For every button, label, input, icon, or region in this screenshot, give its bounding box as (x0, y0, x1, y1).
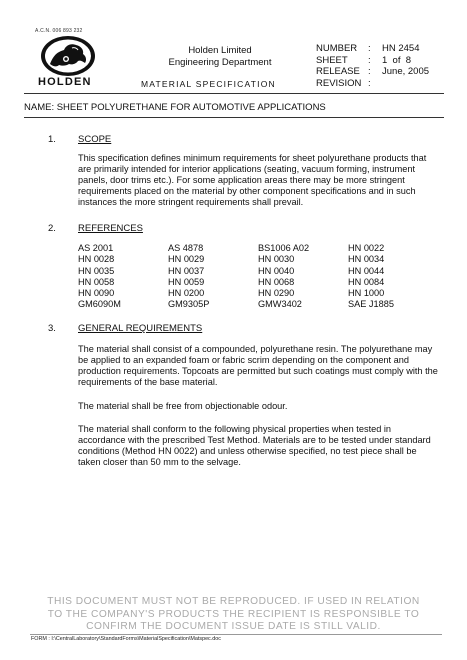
reference-item: HN 0030 (258, 254, 295, 265)
reference-item: GM9305P (168, 299, 210, 310)
reference-item: HN 0058 (78, 276, 115, 287)
acn-number: A.C.N. 006 893 232 (35, 28, 83, 34)
meta-colon: : (368, 66, 371, 77)
meta-label: NUMBER (316, 43, 358, 54)
reference-item: HN 0035 (78, 265, 115, 276)
reproduction-notice (0, 596, 467, 634)
header-divider (24, 93, 444, 94)
section-number: 2. (48, 223, 56, 234)
references-row (78, 277, 438, 288)
reference-item: HN 0200 (168, 288, 205, 299)
section-title-scope: SCOPE (78, 134, 112, 145)
meta-colon: : (368, 43, 371, 54)
reference-item: GMW3402 (258, 299, 302, 310)
meta-value: HN 2454 (382, 43, 420, 54)
meta-sheet-row (316, 55, 429, 67)
form-path: FORM : I:\CentralLaboratory\StandardForms\MaterialSpecification\Matspec.doc (31, 636, 221, 642)
references-row (78, 299, 438, 310)
meta-revision-row (316, 78, 429, 90)
department-name: Engineering Department (168, 57, 272, 68)
meta-label: SHEET (316, 54, 348, 66)
reference-item: HN 0090 (78, 288, 115, 299)
reference-item: HN 0029 (168, 254, 205, 265)
notice-line: CONFIRM THE DOCUMENT ISSUE DATE IS STILL VALID. (86, 621, 381, 632)
section-number: 1. (48, 134, 56, 145)
reference-item: AS 2001 (78, 243, 114, 253)
meta-value: June, 2005 (382, 66, 430, 77)
meta-label: RELEASE (316, 66, 360, 77)
reference-item: GM6090M (78, 299, 121, 310)
section-title-general-requirements: GENERAL REQUIREMENTS (78, 323, 203, 334)
document-name: NAME: SHEET POLYURETHANE FOR AUTOMOTIVE APPLICATIONS (24, 102, 326, 113)
reference-item: AS 4878 (168, 243, 204, 253)
footer-divider (30, 634, 442, 635)
holden-brand: HOLDEN (38, 76, 92, 88)
meta-colon: : (368, 54, 371, 66)
section-number: 3. (48, 323, 56, 334)
references-row (78, 243, 438, 254)
physical-properties-paragraph: The material shall conform to the following physical properties when tested in accordance with the prescribed Test Method. Materials are to be tested under standard conditions (Method HN 0022) and unless otherwise specified, no test piece shall be taken closer than 50 mm to the selvage. (78, 424, 431, 467)
references-table (78, 243, 438, 311)
general-requirements-paragraph: The material shall consist of a compounded, polyurethane resin. The polyurethane may be applied to an expanded foam or fabric scrim depending on the component and production requirements. Topcoats are permitted but such coatings must comply with the requirements of the base material. (78, 344, 438, 387)
reference-item: HN 0022 (348, 243, 385, 253)
meta-label: REVISION (316, 77, 362, 89)
meta-number-row (316, 43, 429, 55)
meta-colon: : (368, 77, 371, 89)
spec-title: MATERIAL SPECIFICATION (141, 79, 276, 89)
references-row (78, 254, 438, 265)
document-meta (316, 43, 429, 89)
reference-item: HN 0084 (348, 276, 385, 287)
reference-item: SAE J1885 (348, 299, 394, 310)
reference-item: HN 0034 (348, 254, 385, 265)
reference-item: HN 0040 (258, 265, 295, 276)
reference-item: HN 0290 (258, 288, 295, 299)
reference-item: HN 0044 (348, 265, 385, 276)
odour-paragraph: The material shall be free from objectionable odour. (78, 401, 288, 411)
section-title-references: REFERENCES (78, 223, 143, 234)
reference-item: HN 1000 (348, 288, 385, 299)
scope-paragraph: This specification defines minimum requirements for sheet polyurethane products that are primarily intended for interior applications (seating, vacuum forming, instrument panels, door trims etc.). For some application areas there may be more stringent requirements placed on the material by other component specifications and in such instances the more stringent requirements shall prevail. (78, 153, 427, 207)
reference-item: HN 0028 (78, 254, 115, 265)
name-divider (24, 117, 444, 118)
reference-item: HN 0068 (258, 276, 295, 287)
meta-value: 1 of 8 (382, 54, 412, 66)
notice-line: TO THE COMPANY'S PRODUCTS THE RECIPIENT IS RESPONSIBLE TO (47, 608, 420, 620)
company-name: Holden Limited (188, 45, 252, 56)
notice-line: THIS DOCUMENT MUST NOT BE REPRODUCED. IF USED IN RELATION (47, 596, 420, 607)
meta-release-row (316, 66, 429, 78)
references-row (78, 288, 438, 299)
references-row (78, 266, 438, 277)
reference-item: HN 0059 (168, 276, 205, 287)
reference-item: HN 0037 (168, 265, 205, 276)
reference-item: BS1006 A02 (258, 243, 310, 253)
